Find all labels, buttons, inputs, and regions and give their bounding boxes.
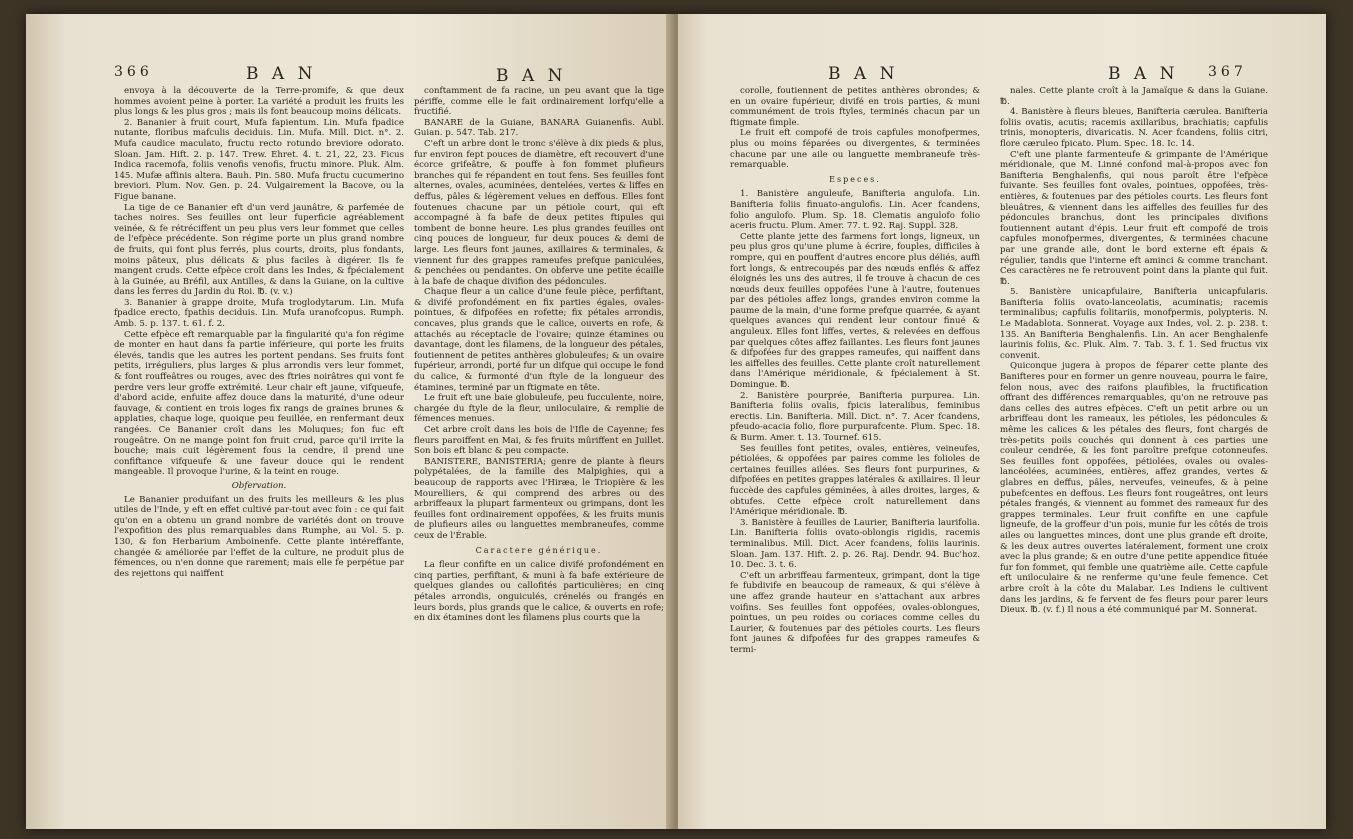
paragraph: Le fruit eft compofé de trois capfules monofpermes, plus ou moins féparées ou divergentes, & terminées chacune par une aile ou languette membraneufe très-remarquable.	[730, 128, 980, 171]
paragraph: Cet arbre croît dans les bois de l'Ifle de Cayenne; fes fleurs paroiffent en Mai, & fes fruits mûriffent en Juillet. Son bois eft blanc & peu compacte.	[414, 425, 664, 457]
paragraph: 5. Banistère unicapfulaire, Banifteria unicapfularis. Banifteria foliis ovato-lanceolatis, acuminatis; racemis terminalibus; capfulis folitariis, monofpermis, polypteris. N. Le Madablota. Sonnerat. Voyage aux Indes, vol. 2. p. 238. t. 135. An Banifteria Benghalenfis. Lin. An acer Benghalenfe laurinis foliis, &c. Pluk. Alm. 7. Tab. 3. f. 1. Sed fructus vix convenit.	[1000, 287, 1268, 361]
paragraph: 2. Banistère pourprée, Banifteria purpurea. Lin. Banifteria foliis ovalis, fpicis lateralibus, feminibus erectis. Lin. Banifteria. Mill. Dict. n°. 7. Acer fcandens, pfeudo-acacia folio, flore purpurafcente. Plum. Spec. 18. & Burm. Amer. t. 13. Tournef. 615.	[730, 390, 980, 443]
left-running-head-2: B A N	[496, 66, 567, 86]
right-running-head-2: B A N	[1108, 64, 1179, 84]
left-page-number: 366	[114, 64, 153, 80]
paragraph: 3. Banistère à feuilles de Laurier, Banifteria laurifolia. Lin. Banifteria foliis ovato-oblongis rigidis, racemis terminalibus. Mill. Dict. Acer fcandens, foliis laurinis. Sloan. Jam. 137. Hift. 2. p. 26. Raj. Dendr. 94. Buc'hoz. 10. Dec. 3. t. 6.	[730, 517, 980, 571]
left-column-1	[114, 86, 404, 806]
paragraph: BANARE de la Guiane, BANARA Guianenfis. Aubl. Guian. p. 547. Tab. 217.	[414, 117, 664, 139]
paragraph: Le fruit eft une baie globuleufe, peu fucculente, noire, chargée du ftyle de la fleur, uniloculaire, & remplie de fémences menues.	[414, 393, 664, 425]
paragraph: Quiconque jugera à propos de féparer cette plante des Banifteres pour en former un genre nouveau, pourra le faire, felon nous, avec des raifons plaufibles, la fructification offrant des différences remarquables, qu'on ne retrouve pas dans celles des autres efpèces. C'eft un petit arbre ou un arbriffeau dont les rameaux, les pétioles, les pédoncules & même les calices & les pétales des fleurs, font chargés de très-petits poils couchés qui donnent à ces parties une couleur cendrée, & les font paroître prefque cotonneufes. Ses feuilles font oppofées, pétiolées, ovales ou ovales-lancéolées, acuminées, entières, affez grandes, vertes & glabres en deffus, pâles, nerveufes, veineufes, & à peine pubefcentes en deffous. Les fleurs font rougeâtres, ont leurs pétales frangés, & viennent au fommet des rameaux fur des grappes terminales. Leur fruit confifte en une capfule ligneufe, de la groffeur d'un pois, munie fur les côtés de trois ailes ou languettes minces, dont une plus grande eft droite, & les deux autres ouvertes latéralement, forment une croix avec la plus grande; & en outre d'une petite appendice fituée fur fon fommet, qui femble une quatrième aile. Cette capfule eft uniloculaire & ne renferme qu'une feule femence. Cet arbre croît à la côte du Malabar. Les Indiens le cultivent dans les jardins, & fe fervent de fes fleurs pour parer leurs Dieux. ℔. (v. f.) Il nous a été communiqué par M. Sonnerat.	[1000, 361, 1268, 616]
left-page	[26, 14, 674, 829]
paragraph: Ses feuilles font petites, ovales, entières, veineufes, pétiolées, & oppofées par paires comme les folioles de certaines feuilles ailées. Ses fleurs font purpurines, & difpofées en petites grappes latérales & axillaires. Il leur fuccède des capfules géminées, à ailes droites, larges, & obtufes. Cette efpèce croît naturellement dans l'Amérique méridionale. ℔.	[730, 443, 980, 518]
left-column-2	[414, 86, 664, 806]
paragraph: C'eft un arbre dont le tronc s'élève à dix pieds & plus, fur environ fept pouces de diamètre, eft recouvert d'une écorce grifeâtre, & pouffe à fon fommet plufieurs branches qui fe répandent en tout fens. Ses feuilles font alternes, ovales, acuminées, dentelées, vertes & liffes en deffus, pâles & légèrement velues en deffous. Elles font foutenues chacune par un pétiole court, qui eft accompagné à fa bafe de deux petites ftipules qui tombent de bonne heure. Les plus grandes feuilles ont cinq pouces de longueur, fur deux pouces & demi de large. Les fleurs font jaunes, axillaires & terminales, & viennent fur des grappes rameufes prefque paniculées, & penchées ou pendantes. On obferve une petite écaille à la bafe de chaque divifion des pédoncules.	[414, 138, 664, 287]
right-page-number: 367	[1208, 64, 1247, 80]
book-spread	[26, 14, 1326, 829]
left-running-head: B A N	[246, 64, 317, 84]
paragraph: La fleur confifte en un calice divifé profondément en cinq parties, perfiftant, & muni à fa bafe extérieure de quelques glandes ou callofités particulières; en cinq pétales arrondis, onguiculés, crénelés ou frangés en leurs bords, plus grands que le calice, & ouverts en rofe; en dix étamines dont les filamens plus courts que la	[414, 560, 664, 624]
paragraph: Cette efpèce eft remarquable par la fingularité qu'a fon régime de monter en haut dans fa partie inférieure, qui porte les fruits élevés, tandis que les autres les portent pendans. Ses fruits font petits, irréguliers, plus larges & plus arrondis vers leur fommet, & font rouffeâtres ou rouges, avec des ftries noirâtres qui vont fe perdre vers leur groffe extrémité. Leur chair eft jaune, vifqueufe, d'abord acide, enfuite affez douce dans la maturité, d'une odeur fauvage, & contient en trois loges fix rangs de graines brunes & applaties, chaque loge, quoique peu feuillée, en renfermant deux rangées. Ce Bananier croît dans les Moluques; fon fuc eft rougeâtre. On ne mange point fon fruit crud, parce qu'il irrite la bouche; mais cuit légèrement fous la cendre, il prend une confiftance vifqueufe & une faveur douce qui le rendent mangeable. Il provoque l'urine, & la teint en rouge.	[114, 329, 404, 478]
paragraph: C'eft une plante farmenteufe & grimpante de l'Amérique méridionale, que M. Linné confond mal-à-propos avec fon Banifteria Benghalenfis, qui nous paroît être l'efpèce fuivante. Ses feuilles font ovales, pointues, oppofées, très-entières, & foutenues par des pétioles courts. Les fleurs font bleuâtres, & viennent dans les aiffelles des feuilles fur des pédoncules branchus, dont les principales divifions foutiennent autant d'épis. Leur fruit eft compofé de trois capfules monofpermes, divergentes, & terminées chacune par une grande aile, dont le bord externe eft épais & régulier, tandis que l'interne eft aminci & comme tranchant. Ces caractères ne fe retrouvent point dans la plante qui fuit. ℔.	[1000, 149, 1268, 287]
right-column-2	[1000, 86, 1268, 806]
right-page	[678, 14, 1326, 829]
paragraph: Cette plante jette des farmens fort longs, ligneux, un peu plus gros qu'une plume à écrire, fouples, difficiles à rompre, qui en pouffent d'autres encore plus déliés, auffi fort longs, & entrecoupés par des nœuds enflés & affez éloignés les uns des autres, il fe trouve à chacun de ces nœuds deux feuilles oppofées l'une à l'autre, foutenues par des pétioles affez longs, grandes environ comme la paume de la main, d'une forme prefque quarrée, & ayant quelques avances qui rendent leur contour finué & anguleux. Elles font liffes, vertes, & relevées en deffous par quelques côtes affez faillantes. Les fleurs font jaunes & difpofées fur des grappes rameufes, qui naiffent dans les aiffelles des feuilles. Cette plante croît naturellement dans l'Amérique méridionale, & fpécialement à St. Domingue. ℔.	[730, 231, 980, 391]
paragraph: 4. Banistère à fleurs bleues, Banifteria cærulea. Banifteria foliis ovatis, acutis; racemis axillaribus, brachiatis; capfulis trinis, monopteris, divaricatis. N. Acer fcandens, foliis citri, flore cæruleo fpicato. Plum. Spec. 18. Ic. 14.	[1000, 107, 1268, 149]
paragraph: envoya à la découverte de la Terre-promife, & que deux hommes avoient peine à porter. La variété a produit les fruits les plus longs & les plus gros ; mais ils font beaucoup moins délicats.	[114, 86, 404, 118]
paragraph: Chaque fleur a un calice d'une feule pièce, perfiftant, & divifé profondément en fix parties égales, ovales-pointues, & difpofées en rofette; fix pétales arrondis, concaves, plus grands que le calice, ouverts en rofe, & attachés au réceptacle de l'ovaire; quinze étamines ou davantage, dont les filamens, de la longueur des pétales, foutiennent de petites anthères globuleufes; & un ovaire fupérieur, arrondi, porté fur un difque qui occupe le fond du calice, & furmonté d'un ftyle de la longueur des étamines, terminé par un ftigmate en tête.	[414, 287, 664, 393]
paragraph: Le Bananier produifant un des fruits les meilleurs & les plus utiles de l'Inde, y eft en effet cultivé par-tout avec foin : ce qui fait qu'on en a obtenu un grand nombre de variétés dont on trouve l'expofition des plus remarquables dans Rumphe, au Vol. 5. p. 130, & fon Herbarium Amboinenfe. Cette plante intéreffante, changée & améliorée par l'effet de la culture, ne produit plus de fémences, ou n'en donne que rarement; mais elle fe perpétue par des rejettons qui naiffent	[114, 494, 404, 579]
observation-heading: Obfervation.	[231, 480, 287, 491]
paragraph: 1. Banistère anguleufe, Banifteria angulofa. Lin. Banifteria foliis finuato-angulofis. Lin. Acer fcandens, folio angulofo. Plum. Sp. 18. Clematis angulofo folio aceris fructu. Plum. Amer. 77. t. 92. Raj. Suppl. 328.	[730, 189, 980, 232]
paragraph: C'eft un arbriffeau farmenteux, grimpant, dont la tige fe fubdivife en beaucoup de rameaux, & qui s'élève à une affez grande hauteur en s'attachant aux arbres voifins. Ses feuilles font oppofées, ovales-oblongues, pointues, un peu roides ou coriaces comme celles du Laurier, & foutenues par des pétioles courts. Les fleurs font jaunes & difpofées fur des grappes rameufes & termi-	[730, 570, 980, 655]
paragraph: corolle, foutiennent de petites anthères obrondes; & en un ovaire fupérieur, divifé en trois parties, & muni communément de trois ftyles, terminés chacun par un ftigmate fimple.	[730, 86, 980, 128]
paragraph: La tige de ce Bananier eft d'un verd jaunâtre, & parfemée de taches noires. Ses feuilles ont leur fuperficie agréablement veinée, & fe rétréciffent un peu plus vers leur fommet que celles de l'efpèce précédente. Son régime porte un plus grand nombre de fruits, qui font plus ferrés, plus courts, droits, plus fondants, moins pâteux, plus délicats & plus faciles à digérer. Ils fe mangent cruds. Cette efpèce croît dans les Indes, & fpécialement à la Guinée, au Bréfil, aux Antilles, & dans la Guiane, on la cultive dans les ferres du Jardin du Roi. ℔. (v. v.)	[114, 202, 404, 298]
paragraph: nales. Cette plante croît à la Jamaïque & dans la Guiane. ℔.	[1000, 86, 1268, 107]
paragraph: 2. Bananier à fruit court, Mufa fapientum. Lin. Mufa fpadice nutante, floribus mafculis deciduis. Lin. Mufa. Mill. Dict. n°. 2. Mufa caudice maculato, fructu recto rotundo breviore odorato. Sloan. Jam. Hift. 2. p. 147. Trew. Ehret. 4. t. 21, 22, 23. Ficus Indica racemofa, foliis venofis venofis, fructu minore. Pluk. Alm. 145. Mufæ affinis altera. Bauh. Pin. 580. Mufa fructu cucumerino breviori. Plum. Nov. Gen. p. 24. Vulgairement la Bacove, ou la Figue banane.	[114, 117, 404, 202]
especes-heading: Especes.	[829, 174, 881, 184]
right-running-head: B A N	[828, 64, 899, 84]
paragraph: 3. Bananier à grappe droite, Mufa troglodytarum. Lin. Mufa fpadice erecto, fpathis deciduis. Lin. Mufa uranofcopus. Rumph. Amb. 5. p. 137. t. 61. f. 2.	[114, 297, 404, 330]
paragraph: conftamment de fa racine, un peu avant que la tige périffe, comme elle le fait ordinairement lorfqu'elle a fructifié.	[414, 86, 664, 118]
right-column-1	[730, 86, 980, 806]
paragraph: BANISTERE, BANISTERIA; genre de plante à fleurs polypétalées, de la famille des Malpighies, qui a beaucoup de rapports avec l'Hiræa, le Triopière & les Mourelliers, & qui comprend des arbres ou des arbriffeaux la plupart farmenteux ou grimpans, dont les feuilles font ordinairement oppofées, & les fruits munis de plufieurs ailes ou languettes membraneufes, comme ceux de l'Érable.	[414, 456, 664, 541]
caractere-heading: Caractere générique.	[475, 545, 603, 555]
